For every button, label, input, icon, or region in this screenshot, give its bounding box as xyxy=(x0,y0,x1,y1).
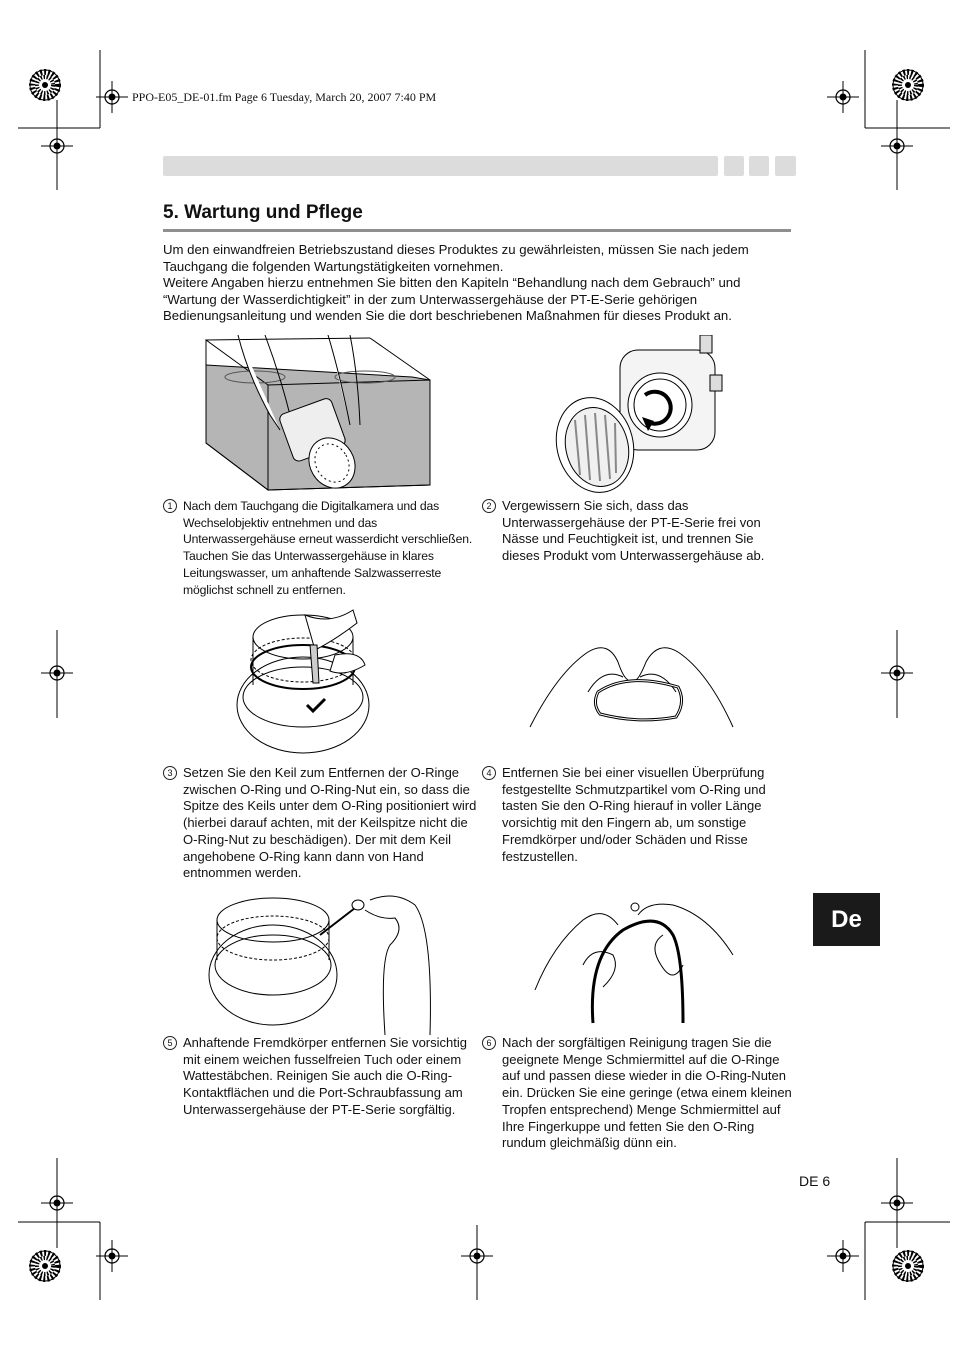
step-2 xyxy=(482,498,792,565)
step-number: 6 xyxy=(482,1036,496,1050)
figure-detach-port xyxy=(550,335,725,495)
intro-text xyxy=(163,242,793,325)
step-5 xyxy=(163,1035,478,1119)
step-text: Vergewissern Sie sich, dass das Unterwassergehäuse der PT-E-Serie frei von Nässe und Feuchtigkeit ist, und trennen Sie dieses Produkt vom Unterwassergehäuse ab. xyxy=(502,498,765,564)
header-bar-block xyxy=(749,156,769,176)
header-bar-block xyxy=(724,156,744,176)
step-6 xyxy=(482,1035,792,1152)
step-1 xyxy=(163,498,478,598)
page-title: 5. Wartung und Pflege xyxy=(163,202,363,223)
step-text: Anhaftende Fremdkörper entfernen Sie vorsichtig mit einem weichen fusselfreien Tuch oder einem Wattestäbchen. Reinigen Sie auch die O-Ring-Kontaktflächen und die Port-Schraubfassung am Unterwassergehäuse der PT-E-Serie sorgfältig. xyxy=(183,1035,467,1117)
step-number: 1 xyxy=(163,499,177,513)
title-rule xyxy=(163,229,791,232)
print-header: PPO-E05_DE-01.fm Page 6 Tuesday, March 20, 2007 7:40 PM xyxy=(132,90,437,104)
header-bar xyxy=(163,156,718,176)
step-text: Nach dem Tauchgang die Digitalkamera und das Wechselobjektiv entnehmen und das Unterwassergehäuse erneut wasserdicht verschließen. Tauchen Sie das Unterwassergehäuse in klares Leitungswasser, um anhaftende Salzwasserreste möglichst schnell zu entfernen. xyxy=(183,499,473,597)
figure-clean-with-swab xyxy=(205,890,435,1035)
figure-inspect-o-ring xyxy=(528,632,738,732)
language-tab: De xyxy=(813,893,880,946)
step-3 xyxy=(163,765,478,882)
step-text: Entfernen Sie bei einer visuellen Überprüfung festgestellte Schmutzpartikel vom O-Ring und tasten Sie den O-Ring hierauf in voller Länge vorsichtig mit den Fingern ab, um sonstige Fremdkörper und/oder Schäden und Risse festzustellen. xyxy=(502,765,766,864)
intro-paragraph: Weitere Angaben hierzu entnehmen Sie bitten den Kapiteln “Behandlung nach dem Gebrauch” und “Wartung der Wasserdichtigkeit” in der zum Unterwassergehäuse der PT-E-Serie gehörigen Bedienungsanleitung und wenden Sie die dort beschriebenen Maßnahmen für dieses Produkt an. xyxy=(163,275,741,324)
figure-rinse-in-water xyxy=(200,335,435,495)
step-4 xyxy=(482,765,792,865)
figure-grease-o-ring xyxy=(533,895,738,1025)
step-text: Nach der sorgfältigen Reinigung tragen Sie die geeignete Menge Schmiermittel auf die O-Ringe auf und passen diese wieder in die O-Ring-Nuten ein. Drücken Sie eine geringe (etwa einem kleinen Tropfen entsprechend) Menge Schmiermittel auf Ihre Fingerkuppe und fetten Sie den O-Ring rundum gleichmäßig dünn ein. xyxy=(502,1035,792,1151)
step-text: Setzen Sie den Keil zum Entfernen der O-Ringe zwischen O-Ring und O-Ring-Nut ein, so dass die Spitze des Keils unter dem O-Ring positioniert wird (hierbei darauf achten, mit der Keilspitze nicht die O-Ring-Nut zu beschädigen). Der mit dem Keil angehobene O-Ring kann dann von Hand entnommen werden. xyxy=(183,765,477,881)
step-number: 4 xyxy=(482,766,496,780)
intro-paragraph: Um den einwandfreien Betriebszustand dieses Produktes zu gewährleisten, müssen Sie nach jedem Tauchgang die folgenden Wartungstätigkeiten vornehmen. xyxy=(163,242,749,274)
step-number: 5 xyxy=(163,1036,177,1050)
page-number: DE 6 xyxy=(799,1173,831,1189)
step-number: 2 xyxy=(482,499,496,513)
step-number: 3 xyxy=(163,766,177,780)
figure-remove-o-ring xyxy=(235,605,385,760)
header-bar-block xyxy=(775,156,796,176)
